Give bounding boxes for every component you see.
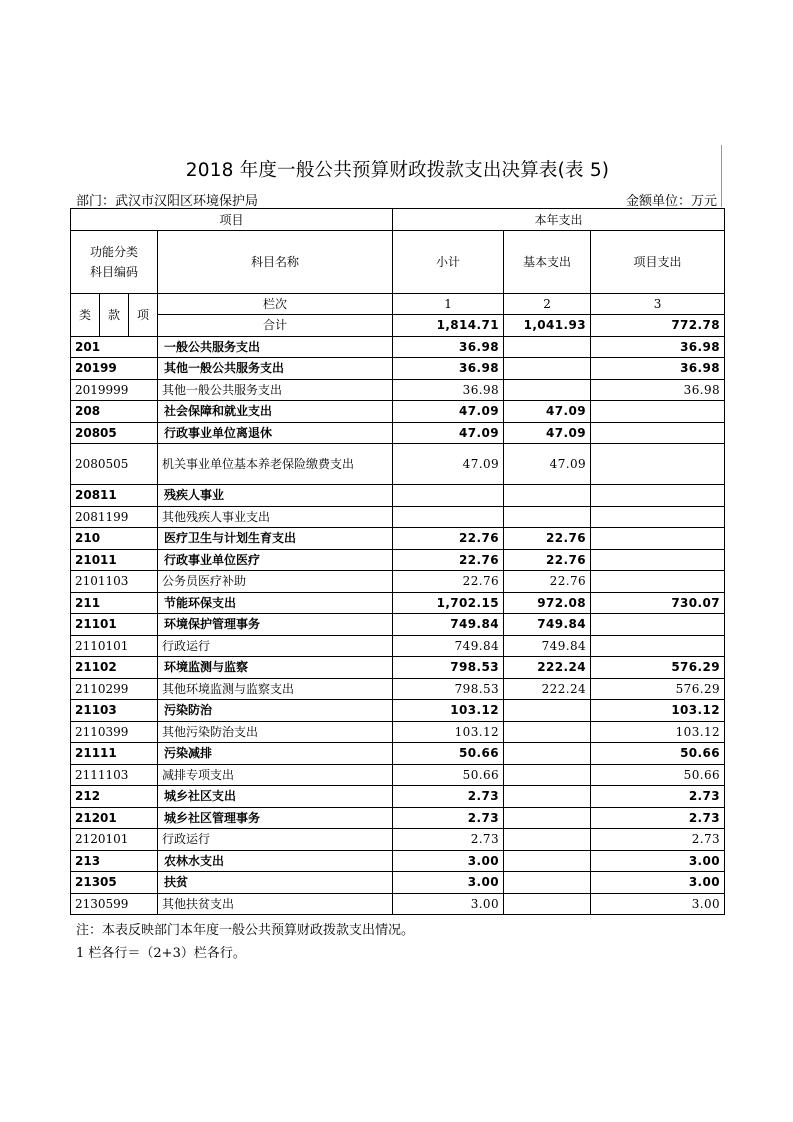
row-subject-name: 行政事业单位医疗 <box>158 549 393 571</box>
footnote-2: 1 栏各行＝（2+3）栏各行。 <box>76 946 246 961</box>
row-subtotal: 3.00 <box>393 850 504 872</box>
row-code: 210 <box>71 528 158 550</box>
footnotes <box>76 919 414 965</box>
row-subtotal: 47.09 <box>393 422 504 444</box>
table-row <box>71 807 725 829</box>
row-basic: 972.08 <box>504 592 591 614</box>
row-code: 21201 <box>71 807 158 829</box>
row-basic <box>504 850 591 872</box>
table-row <box>71 786 725 808</box>
row-basic: 47.09 <box>504 444 591 485</box>
table-row <box>71 764 725 786</box>
table-row <box>71 379 725 401</box>
row-subtotal <box>393 506 504 528</box>
row-basic: 47.09 <box>504 422 591 444</box>
row-basic: 22.76 <box>504 549 591 571</box>
table-row <box>71 850 725 872</box>
row-subject-name: 节能环保支出 <box>158 592 393 614</box>
row-code: 2110101 <box>71 635 158 657</box>
row-subject-name: 机关事业单位基本养老保险缴费支出 <box>158 444 393 485</box>
row-subject-name: 环境监测与监察 <box>158 657 393 679</box>
row-code: 201 <box>71 336 158 358</box>
row-code: 21101 <box>71 614 158 636</box>
row-basic <box>504 893 591 915</box>
row-basic <box>504 506 591 528</box>
row-basic <box>504 786 591 808</box>
header-project: 项目 <box>71 209 393 231</box>
row-subject-name: 污染减排 <box>158 743 393 765</box>
header-xiang: 项 <box>129 294 158 337</box>
page-title: 2018 年度一般公共预算财政拨款支出决算表(表 5) <box>185 160 610 181</box>
row-subject-name: 减排专项支出 <box>158 764 393 786</box>
table-row <box>71 485 725 507</box>
row-code: 21305 <box>71 872 158 894</box>
table-row <box>71 401 725 423</box>
row-subtotal: 103.12 <box>393 721 504 743</box>
header-row-3 <box>71 294 725 315</box>
row-basic: 749.84 <box>504 614 591 636</box>
table-row <box>71 721 725 743</box>
table-row <box>71 422 725 444</box>
row-subtotal: 22.76 <box>393 571 504 593</box>
row-subject-name: 行政事业单位离退休 <box>158 422 393 444</box>
row-basic <box>504 336 591 358</box>
row-project <box>591 485 725 507</box>
header-current-year: 本年支出 <box>393 209 725 231</box>
row-project <box>591 614 725 636</box>
row-subtotal: 749.84 <box>393 614 504 636</box>
row-basic: 222.24 <box>504 657 591 679</box>
header-col1: 1 <box>393 294 504 315</box>
row-project: 730.07 <box>591 592 725 614</box>
row-basic <box>504 700 591 722</box>
row-project: 36.98 <box>591 336 725 358</box>
row-basic: 22.76 <box>504 571 591 593</box>
total-subtotal: 1,814.71 <box>393 315 504 337</box>
row-code: 212 <box>71 786 158 808</box>
row-basic: 222.24 <box>504 678 591 700</box>
table-row <box>71 571 725 593</box>
table-row <box>71 614 725 636</box>
row-subtotal: 2.73 <box>393 786 504 808</box>
row-subtotal: 798.53 <box>393 657 504 679</box>
row-code: 213 <box>71 850 158 872</box>
row-project: 576.29 <box>591 678 725 700</box>
row-basic <box>504 721 591 743</box>
row-subject-name: 其他扶贫支出 <box>158 893 393 915</box>
header-basic: 基本支出 <box>504 231 591 294</box>
row-subject-name: 其他环境监测与监察支出 <box>158 678 393 700</box>
total-row <box>71 315 725 337</box>
row-subtotal: 36.98 <box>393 358 504 380</box>
header-row-1 <box>71 209 725 231</box>
row-subject-name: 其他一般公共服务支出 <box>158 379 393 401</box>
total-label: 合计 <box>158 315 393 337</box>
table-row <box>71 829 725 851</box>
table-row <box>71 358 725 380</box>
table-row <box>71 678 725 700</box>
row-subject-name: 环境保护管理事务 <box>158 614 393 636</box>
row-subject-name: 社会保障和就业支出 <box>158 401 393 423</box>
row-project: 50.66 <box>591 764 725 786</box>
row-project: 2.73 <box>591 786 725 808</box>
row-project: 103.12 <box>591 700 725 722</box>
row-code: 2019999 <box>71 379 158 401</box>
row-basic <box>504 764 591 786</box>
row-code: 21103 <box>71 700 158 722</box>
row-basic <box>504 485 591 507</box>
row-basic <box>504 358 591 380</box>
header-subtotal: 小计 <box>393 231 504 294</box>
header-subject-name: 科目名称 <box>158 231 393 294</box>
row-subtotal: 22.76 <box>393 528 504 550</box>
row-subtotal: 798.53 <box>393 678 504 700</box>
row-project: 50.66 <box>591 743 725 765</box>
row-project: 576.29 <box>591 657 725 679</box>
footnote-1: 注：本表反映部门本年度一般公共预算财政拨款支出情况。 <box>76 923 415 938</box>
row-basic <box>504 807 591 829</box>
row-code: 2110299 <box>71 678 158 700</box>
table-row <box>71 872 725 894</box>
header-project-expense: 项目支出 <box>591 231 725 294</box>
row-subject-name: 医疗卫生与计划生育支出 <box>158 528 393 550</box>
row-project: 3.00 <box>591 850 725 872</box>
row-code: 2101103 <box>71 571 158 593</box>
row-code: 2110399 <box>71 721 158 743</box>
row-subject-name: 行政运行 <box>158 635 393 657</box>
row-project <box>591 635 725 657</box>
table-row <box>71 528 725 550</box>
row-project: 36.98 <box>591 379 725 401</box>
row-basic: 749.84 <box>504 635 591 657</box>
row-project: 36.98 <box>591 358 725 380</box>
row-project <box>591 422 725 444</box>
row-subject-name: 残疾人事业 <box>158 485 393 507</box>
row-project <box>591 549 725 571</box>
row-subject-name: 城乡社区管理事务 <box>158 807 393 829</box>
table-row <box>71 506 725 528</box>
row-basic <box>504 743 591 765</box>
row-subject-name: 行政运行 <box>158 829 393 851</box>
total-project: 772.78 <box>591 315 725 337</box>
amount-unit-label: 金额单位：万元 <box>625 194 717 209</box>
table-row <box>71 592 725 614</box>
row-code: 208 <box>71 401 158 423</box>
row-subtotal: 1,702.15 <box>393 592 504 614</box>
department-label: 部门：武汉市汉阳区环境保护局 <box>76 194 259 209</box>
header-lei: 类 <box>71 294 100 337</box>
table-row <box>71 893 725 915</box>
row-code: 2111103 <box>71 764 158 786</box>
row-code: 20811 <box>71 485 158 507</box>
row-project <box>591 528 725 550</box>
row-basic <box>504 379 591 401</box>
header-row-2 <box>71 231 725 294</box>
row-subject-name: 其他一般公共服务支出 <box>158 358 393 380</box>
row-subject-name: 城乡社区支出 <box>158 786 393 808</box>
row-code: 2081199 <box>71 506 158 528</box>
table-row <box>71 657 725 679</box>
row-code: 2120101 <box>71 829 158 851</box>
row-code: 211 <box>71 592 158 614</box>
row-project: 3.00 <box>591 893 725 915</box>
row-code: 2080505 <box>71 444 158 485</box>
total-basic: 1,041.93 <box>504 315 591 337</box>
row-subtotal: 2.73 <box>393 807 504 829</box>
row-code: 20199 <box>71 358 158 380</box>
row-subtotal: 22.76 <box>393 549 504 571</box>
row-project: 103.12 <box>591 721 725 743</box>
row-subtotal: 47.09 <box>393 444 504 485</box>
row-subtotal: 749.84 <box>393 635 504 657</box>
row-subject-name: 扶贫 <box>158 872 393 894</box>
row-subject-name: 公务员医疗补助 <box>158 571 393 593</box>
row-subject-name: 其他残疾人事业支出 <box>158 506 393 528</box>
row-basic <box>504 872 591 894</box>
table-row <box>71 635 725 657</box>
row-code: 21011 <box>71 549 158 571</box>
row-project: 3.00 <box>591 872 725 894</box>
row-subtotal: 3.00 <box>393 872 504 894</box>
row-subtotal: 50.66 <box>393 764 504 786</box>
row-subtotal: 36.98 <box>393 379 504 401</box>
row-subtotal: 2.73 <box>393 829 504 851</box>
table-row <box>71 336 725 358</box>
row-code: 20805 <box>71 422 158 444</box>
row-basic: 47.09 <box>504 401 591 423</box>
row-basic: 22.76 <box>504 528 591 550</box>
row-project: 2.73 <box>591 807 725 829</box>
row-subtotal: 36.98 <box>393 336 504 358</box>
table-row <box>71 700 725 722</box>
row-code: 21111 <box>71 743 158 765</box>
budget-table <box>70 208 725 915</box>
meta-line <box>76 190 719 208</box>
row-subtotal: 47.09 <box>393 401 504 423</box>
row-subtotal: 50.66 <box>393 743 504 765</box>
header-kuan: 款 <box>100 294 129 337</box>
row-basic <box>504 829 591 851</box>
row-project <box>591 444 725 485</box>
row-subject-name: 其他污染防治支出 <box>158 721 393 743</box>
table-row <box>71 444 725 485</box>
table-row <box>71 743 725 765</box>
row-project: 2.73 <box>591 829 725 851</box>
row-subtotal: 103.12 <box>393 700 504 722</box>
row-project <box>591 506 725 528</box>
header-column-index: 栏次 <box>158 294 393 315</box>
row-code: 2130599 <box>71 893 158 915</box>
row-subject-name: 农林水支出 <box>158 850 393 872</box>
header-col2: 2 <box>504 294 591 315</box>
row-project <box>591 571 725 593</box>
table-row <box>71 549 725 571</box>
header-col3: 3 <box>591 294 725 315</box>
row-subject-name: 一般公共服务支出 <box>158 336 393 358</box>
row-project <box>591 401 725 423</box>
row-subject-name: 污染防治 <box>158 700 393 722</box>
header-code-label: 功能分类科目编码 <box>71 231 158 294</box>
row-subtotal: 3.00 <box>393 893 504 915</box>
row-code: 21102 <box>71 657 158 679</box>
row-subtotal <box>393 485 504 507</box>
